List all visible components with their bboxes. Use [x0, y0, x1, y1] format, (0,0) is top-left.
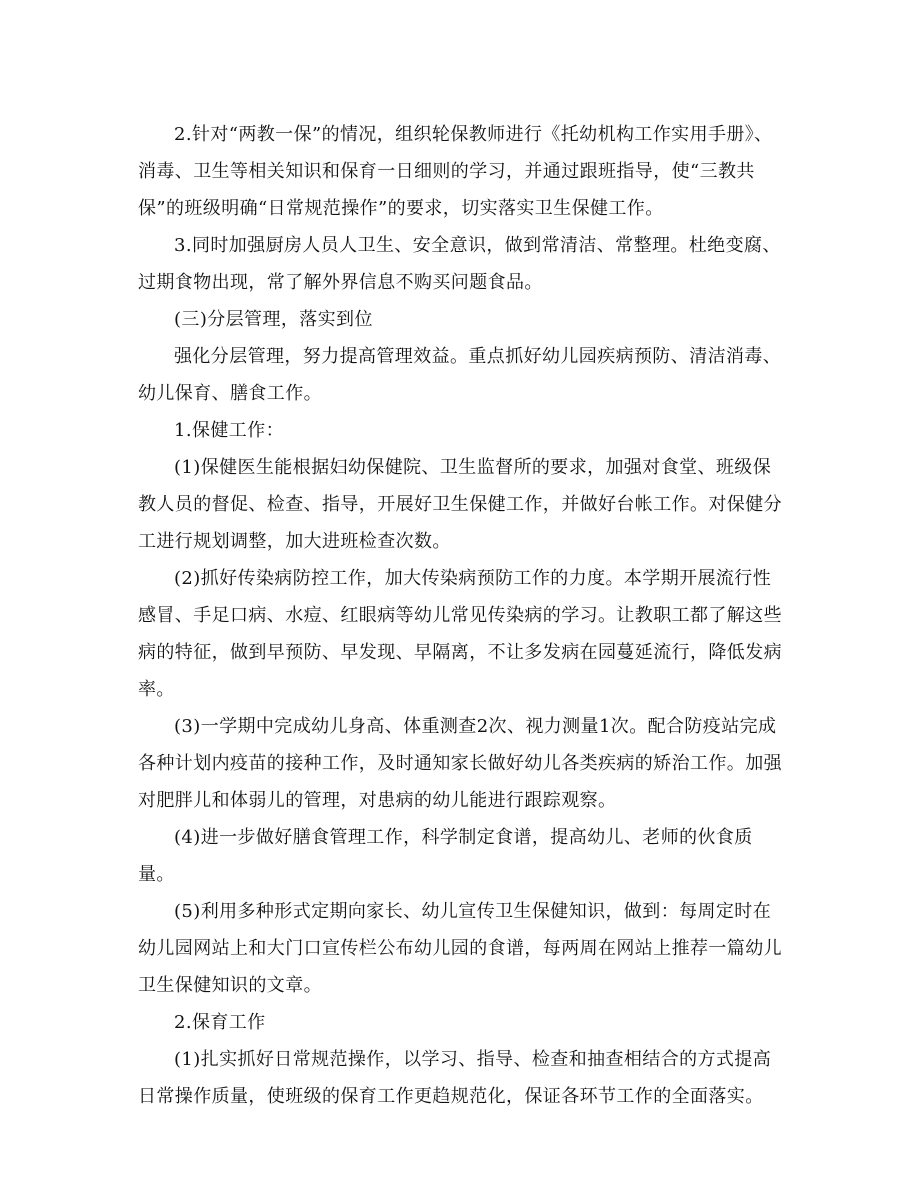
paragraph-6: (1)保健医生能根据妇幼保健院、卫生监督所的要求，加强对食堂、班级保教人员的督促、检查、指导，开展好卫生保健工作，并做好台帐工作。对保健分工进行规划调整，加大进班检查次数。 — [138, 457, 782, 552]
paragraph-10: (5)利用多种形式定期向家长、幼儿宣传卫生保健知识，做到：每周定时在幼儿园网站上和大门口宣传栏公布幼儿园的食谱，每两周在网站上推荐一篇幼儿卫生保健知识的文章。 — [138, 901, 782, 996]
subheading-care-work: 2.保育工作 — [174, 1012, 266, 1033]
paragraph-4: 强化分层管理，努力提高管理效益。重点抓好幼儿园疾病预防、清洁消毒、幼儿保育、膳食工作。 — [138, 346, 782, 404]
paragraph-2: 3.同时加强厨房人员人卫生、安全意识，做到常清洁、常整理。杜绝变腐、过期食物出现，常了解外界信息不购买问题食品。 — [138, 235, 781, 293]
document-body — [138, 116, 784, 1115]
section-heading: (三)分层管理，落实到位 — [174, 309, 373, 330]
paragraph-12: (1)扎实抓好日常规范操作，以学习、指导、检查和抽查相结合的方式提高日常操作质量，使班级的保育工作更趋规范化，保证各环节工作的全面落实。 — [138, 1049, 772, 1107]
paragraph-8: (3)一学期中完成幼儿身高、体重测查2次、视力测量1次。配合防疫站完成各种计划内疫苗的接种工作，及时通知家长做好幼儿各类疾病的矫治工作。加强对肥胖儿和体弱儿的管理，对患病的幼儿能进行跟踪观察。 — [138, 716, 782, 811]
paragraph-1: 2.针对“两教一保”的情况，组织轮保教师进行《托幼机构工作实用手册》、消毒、卫生等相关知识和保育一日细则的学习，并通过跟班指导，使“三教共保”的班级明确“日常规范操作”的要求，切实落实卫生保健工作。 — [138, 124, 773, 219]
paragraph-9: (4)进一步做好膳食管理工作，科学制定食谱，提高幼儿、老师的伙食质量。 — [138, 827, 753, 885]
paragraph-7: (2)抓好传染病防控工作，加大传染病预防工作的力度。本学期开展流行性感冒、手足口病、水痘、红眼病等幼儿常见传染病的学习。让教职工都了解这些病的特征，做到早预防、早发现、早隔离，不让多发病在园蔓延流行，降低发病率。 — [138, 568, 782, 700]
subheading-health-work: 1.保健工作： — [174, 420, 284, 441]
